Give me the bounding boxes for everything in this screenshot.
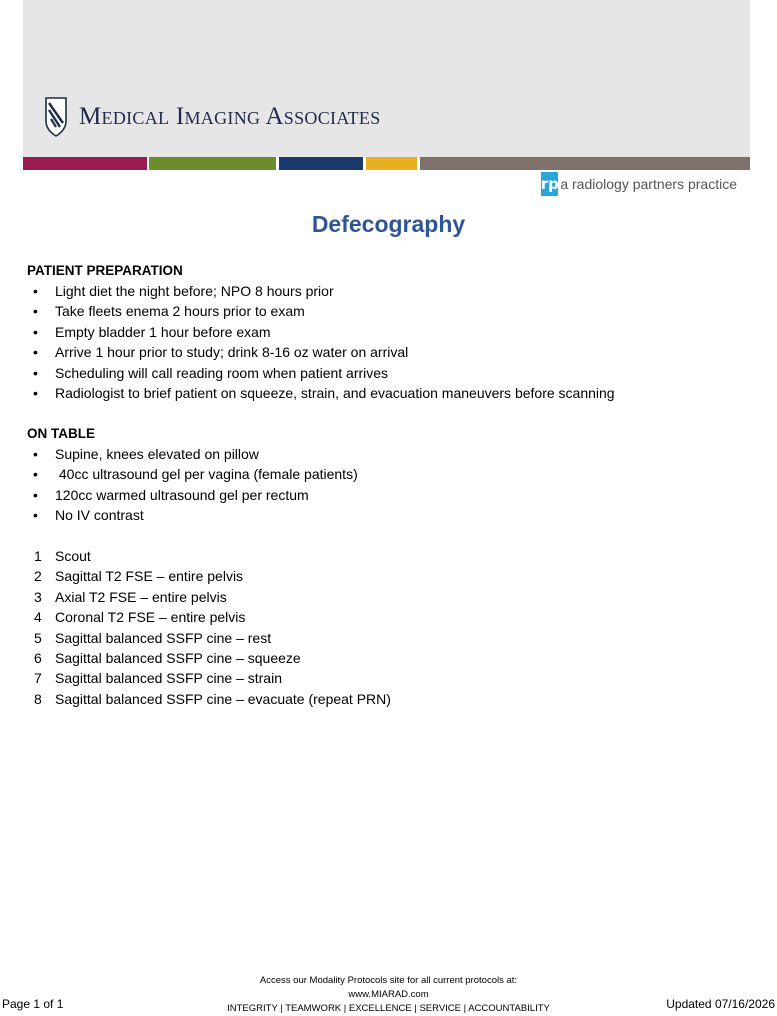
bullet-icon: • <box>33 507 38 524</box>
list-item-text: Arrive 1 hour prior to study; drink 8-16 oz water on arrival <box>55 344 409 361</box>
sequence-item <box>27 668 391 688</box>
sequence-number: 1 <box>34 548 42 564</box>
bullet-icon: • <box>33 446 38 462</box>
list-item <box>27 464 358 484</box>
stripe-4 <box>366 157 417 170</box>
bullet-icon: • <box>33 323 38 340</box>
org-name: Medical Imaging Associates <box>79 103 381 130</box>
footer-values: INTEGRITY | TEAMWORK | EXCELLENCE | SERVICE | ACCOUNTABILITY <box>227 1003 550 1014</box>
sequence-item <box>27 587 391 607</box>
list-item <box>27 485 358 505</box>
sequence-number: 4 <box>34 609 42 626</box>
page-number: Page 1 of 1 <box>2 997 64 1011</box>
org-logo <box>45 96 381 138</box>
list-item-text: 40cc ultrasound gel per vagina (female patients) <box>55 466 358 483</box>
list-item-text: Supine, knees elevated on pillow <box>55 446 259 462</box>
sequence-section <box>27 546 391 709</box>
sequence-list <box>27 546 391 709</box>
footer-access-line: Access our Modality Protocols site for all current protocols at: <box>259 975 518 986</box>
page-title: Defecography <box>311 211 466 237</box>
sequence-item <box>27 607 391 627</box>
footer <box>0 974 777 1016</box>
list-item-text: Scheduling will call reading room when patient arrives <box>55 364 389 381</box>
list-item-text: Light diet the night before; NPO 8 hours prior <box>55 283 334 299</box>
sequence-number: 7 <box>34 670 42 687</box>
sequence-label: Sagittal T2 FSE – entire pelvis <box>55 568 244 585</box>
sequence-item <box>27 566 391 586</box>
list-item <box>27 383 615 403</box>
list-item <box>27 281 615 301</box>
on-table-heading: ON TABLE <box>27 426 95 441</box>
list-item <box>27 301 615 321</box>
sequence-number: 8 <box>34 690 42 707</box>
on-table-list <box>27 444 358 526</box>
bullet-icon: • <box>33 283 38 299</box>
bullet-icon: • <box>33 466 38 483</box>
list-item <box>27 322 615 342</box>
patient-preparation-list <box>27 281 615 403</box>
sequence-item <box>27 648 391 668</box>
rp-logo-icon: rp <box>541 172 558 196</box>
bullet-icon: • <box>33 384 38 401</box>
list-item <box>27 505 358 525</box>
practice-tag-text: a radiology partners practice <box>560 176 737 192</box>
stripe-2 <box>149 157 276 170</box>
sequence-item <box>27 628 391 648</box>
bullet-icon: • <box>33 303 38 320</box>
sequence-label: Coronal T2 FSE – entire pelvis <box>55 609 246 626</box>
footer-website-link[interactable]: www.MIARAD.com <box>348 989 429 1000</box>
sequence-label: Scout <box>55 548 91 564</box>
list-item-text: 120cc warmed ultrasound gel per rectum <box>55 486 309 503</box>
color-stripes <box>0 157 777 170</box>
sequence-label: Sagittal balanced SSFP cine – squeeze <box>55 649 301 666</box>
sequence-number: 3 <box>34 588 42 605</box>
list-item-text: Take fleets enema 2 hours prior to exam <box>55 303 305 320</box>
stripe-5 <box>420 157 750 170</box>
sequence-item <box>27 689 391 709</box>
bullet-icon: • <box>33 486 38 503</box>
on-table-section <box>27 424 358 526</box>
sequence-label: Sagittal balanced SSFP cine – rest <box>55 629 272 646</box>
shield-icon <box>45 97 67 137</box>
bullet-icon: • <box>33 344 38 361</box>
list-item-text: Radiologist to brief patient on squeeze, strain, and evacuation maneuvers before scanning <box>55 384 615 401</box>
list-item <box>27 342 615 362</box>
sequence-number: 5 <box>34 629 42 646</box>
list-item <box>27 444 358 464</box>
sequence-number: 6 <box>34 649 42 666</box>
practice-tag <box>541 172 737 196</box>
stripe-1 <box>23 157 147 170</box>
list-item-text: No IV contrast <box>55 507 144 524</box>
patient-preparation-heading: PATIENT PREPARATION <box>27 263 183 278</box>
updated-date: Updated 07/16/2026 <box>666 997 775 1011</box>
sequence-item <box>27 546 391 566</box>
sequence-number: 2 <box>34 568 42 585</box>
patient-preparation-section <box>27 261 615 403</box>
sequence-label: Sagittal balanced SSFP cine – evacuate (repeat PRN) <box>55 690 391 707</box>
list-item <box>27 363 615 383</box>
sequence-label: Sagittal balanced SSFP cine – strain <box>55 670 282 687</box>
sequence-label: Axial T2 FSE – entire pelvis <box>55 588 227 605</box>
list-item-text: Empty bladder 1 hour before exam <box>55 323 271 340</box>
stripe-3 <box>279 157 363 170</box>
bullet-icon: • <box>33 364 38 381</box>
